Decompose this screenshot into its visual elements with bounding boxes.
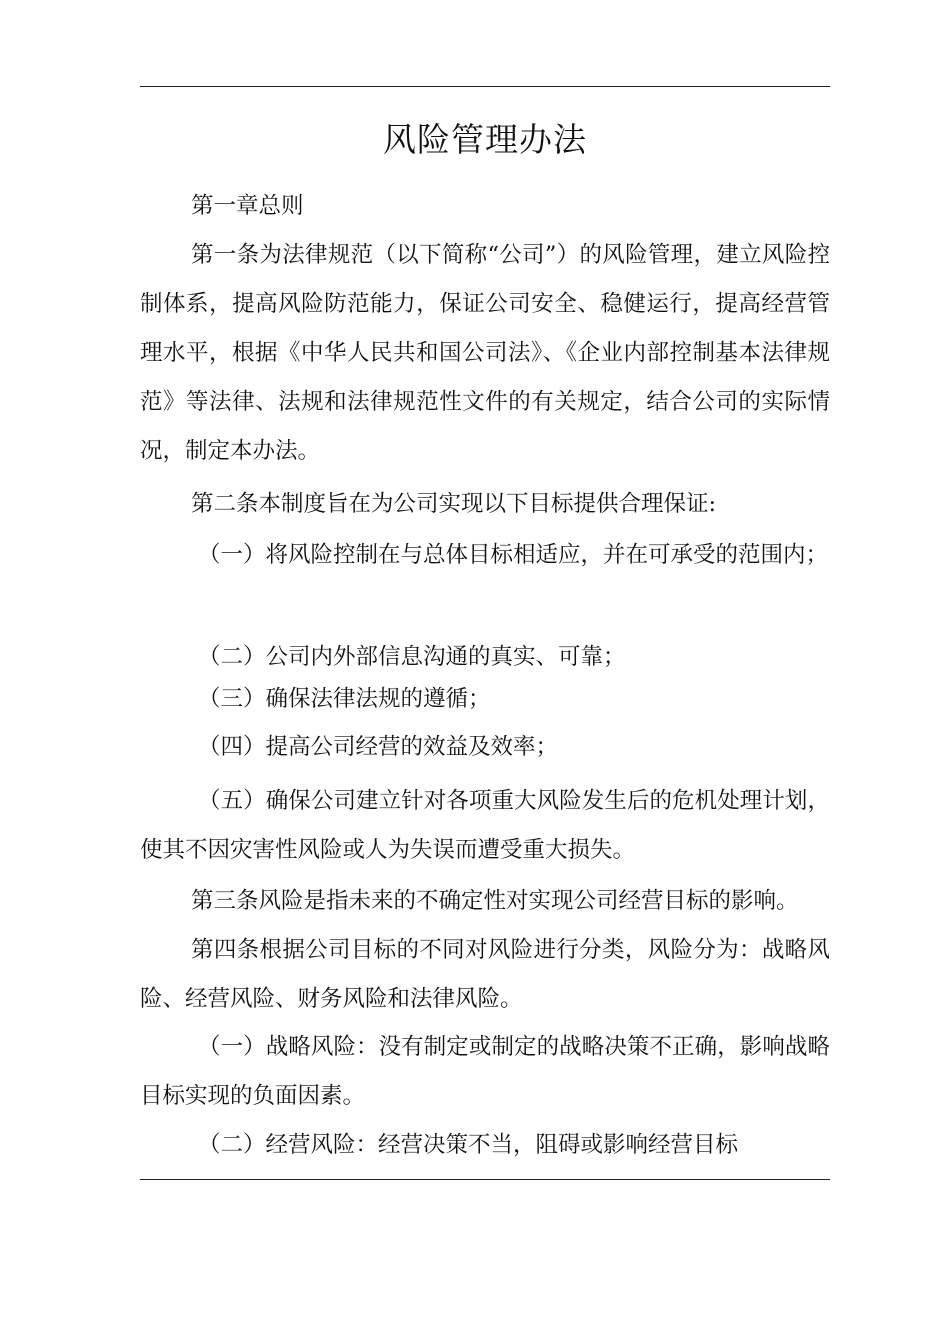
paragraph-article-3: 第三条风险是指未来的不确定性对实现公司经营目标的影响。 (191, 888, 799, 914)
list-item-risk-operational: （二）经营风险：经营决策不当，阻碍或影响经营目标 (198, 1132, 739, 1158)
footer-rule (140, 1179, 830, 1180)
list-item-goal-1: （一）将风险控制在与总体目标相适应，并在可承受的范围内； (198, 542, 829, 568)
document-title: 风险管理办法 (383, 120, 587, 159)
list-item-risk-strategic: （一）战略风险：没有制定或制定的战略决策不正确，影响战略目标实现的负面因素。 (140, 1034, 830, 1109)
list-item-goal-4: （四）提高公司经营的效益及效率； (198, 734, 559, 760)
list-item-goal-5: （五）确保公司建立针对各项重大风险发生后的危机处理计划，使其不因灾害性风险或人为失误而遭受重大损失。 (140, 788, 830, 863)
paragraph-article-1: 第一条为法律规范（以下简称“公司”）的风险管理，建立风险控制体系，提高风险防范能力，保证公司安全、稳健运行，提高经营管理水平，根据《中华人民共和国公司法》、《企业内部控制基本法律规范》等法律、法规和法律规范性文件的有关规定，结合公司的实际情况，制定本办法。 (140, 242, 830, 464)
list-item-goal-3: （三）确保法律法规的遵循； (198, 686, 491, 712)
list-item-goal-2: （二）公司内外部信息沟通的真实、可靠； (198, 644, 626, 670)
header-rule (140, 86, 830, 87)
paragraph-article-2: 第二条本制度旨在为公司实现以下目标提供合理保证: (191, 491, 717, 517)
paragraph-article-4: 第四条根据公司目标的不同对风险进行分类，风险分为：战略风险、经营风险、财务风险和法律风险。 (140, 937, 830, 1012)
chapter-heading: 第一章总则 (191, 193, 304, 219)
